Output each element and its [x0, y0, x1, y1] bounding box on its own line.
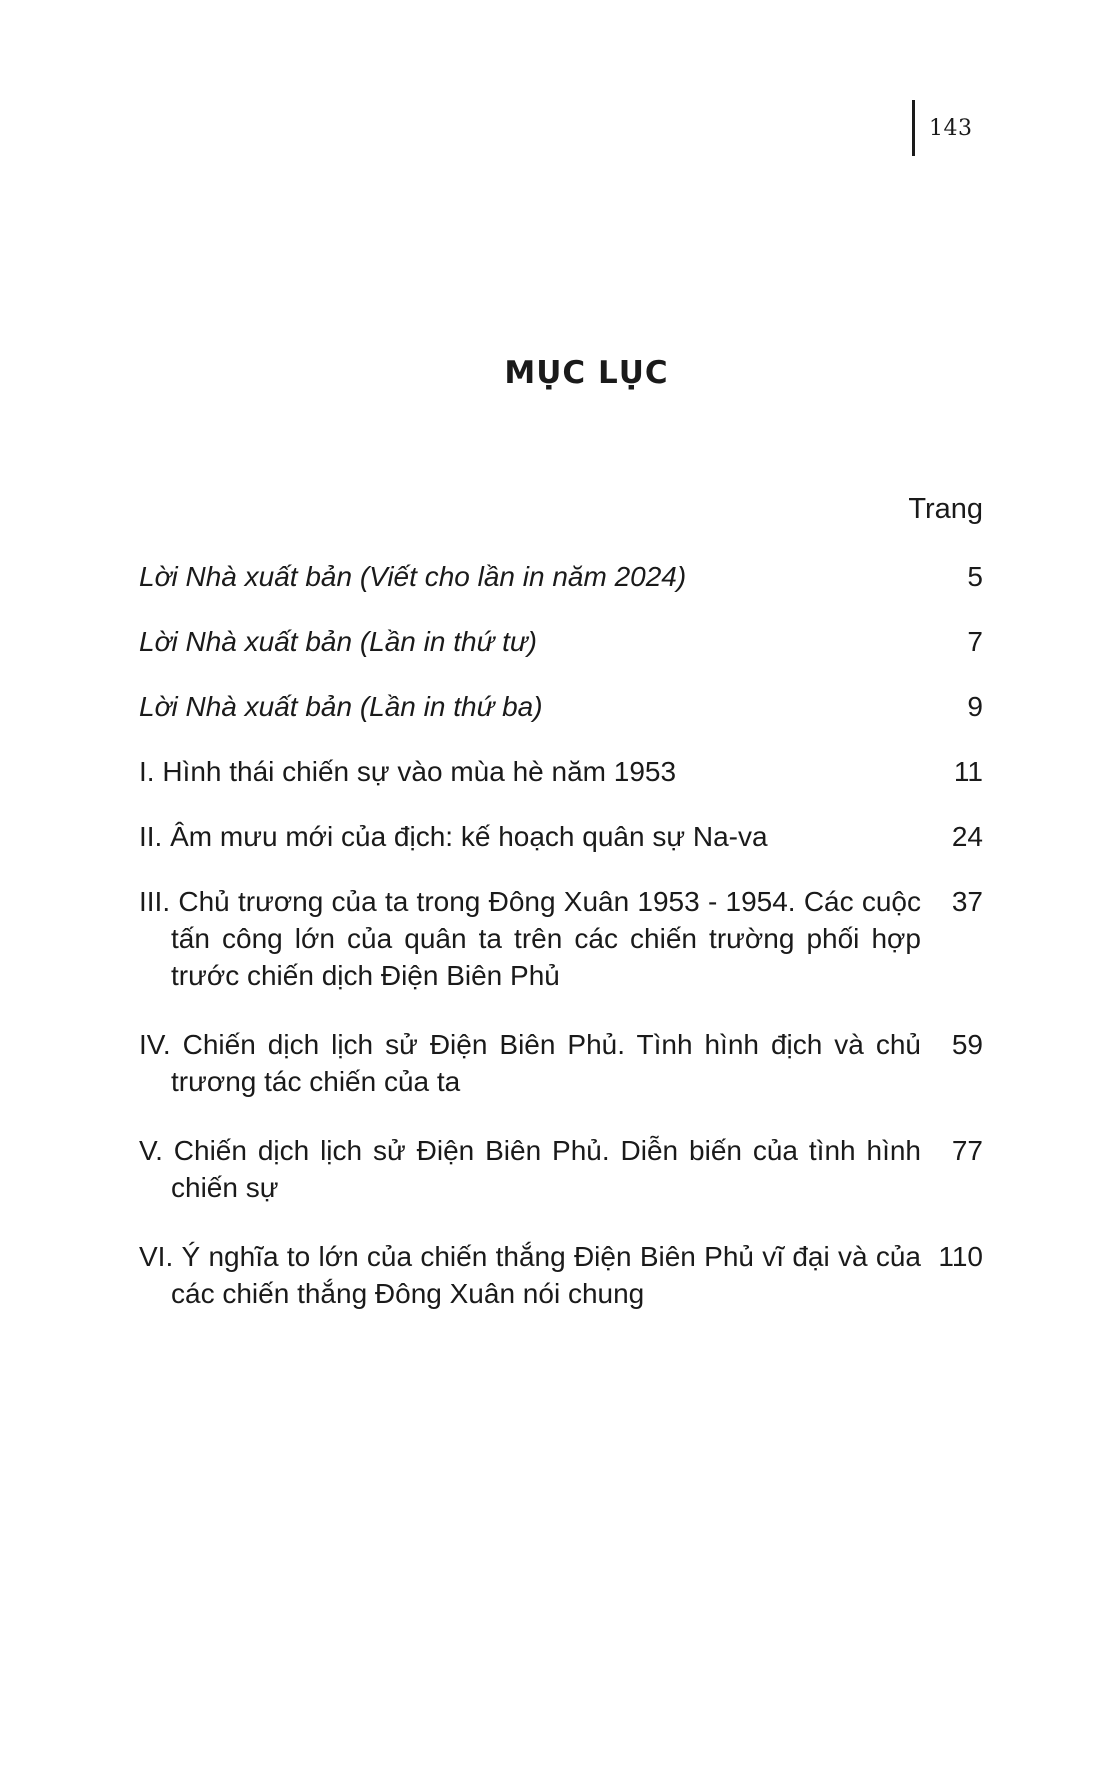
- toc-entry-title: III. Chủ trương của ta trong Đông Xuân 1953 - 1954. Các cuộc tấn công lớn của quân ta trên các chiến trường phối hợp trước chiến dịch Điện Biên Phủ: [139, 886, 921, 991]
- toc-entry[interactable]: [139, 1026, 983, 1100]
- toc-entry-page: 5: [967, 561, 983, 592]
- toc-entry[interactable]: [139, 1238, 983, 1312]
- page-title: MỤC LỤC: [504, 355, 669, 391]
- page-number: 143: [929, 115, 973, 141]
- toc-entry[interactable]: [139, 623, 983, 660]
- toc-entry-page: 24: [951, 821, 983, 852]
- toc-entry-title: II. Âm mưu mới của địch: kế hoạch quân sự Na-va: [139, 821, 768, 852]
- toc-entry-title: VI. Ý nghĩa to lớn của chiến thắng Điện Biên Phủ vĩ đại và của các chiến thắng Đông Xuân nói chung: [139, 1241, 921, 1309]
- toc-entry[interactable]: [139, 1132, 983, 1206]
- toc-entry-page: 7: [967, 626, 983, 657]
- toc-entry[interactable]: [139, 753, 983, 790]
- toc-entry[interactable]: [139, 883, 983, 994]
- toc-entry-title: IV. Chiến dịch lịch sử Điện Biên Phủ. Tình hình địch và chủ trương tác chiến của ta: [139, 1029, 921, 1097]
- toc-entry-title: I. Hình thái chiến sự vào mùa hè năm 1953: [139, 756, 677, 787]
- table-of-contents: [139, 558, 983, 1344]
- toc-entry-page: 77: [951, 1135, 983, 1166]
- toc-entry-title: Lời Nhà xuất bản (Viết cho lần in năm 2024): [139, 561, 687, 592]
- page-header: [912, 100, 973, 156]
- header-rule: [912, 100, 915, 156]
- toc-entry-title: V. Chiến dịch lịch sử Điện Biên Phủ. Diễn biến của tình hình chiến sự: [139, 1135, 921, 1203]
- toc-entry-title: Lời Nhà xuất bản (Lần in thứ ba): [139, 691, 543, 722]
- toc-entry-page: 11: [953, 756, 983, 787]
- toc-entry-page: 9: [967, 691, 983, 722]
- toc-entry-title: Lời Nhà xuất bản (Lần in thứ tư): [139, 626, 537, 657]
- toc-entry-page: 37: [951, 886, 983, 917]
- toc-entry-page: 59: [951, 1029, 983, 1060]
- toc-entry[interactable]: [139, 558, 983, 595]
- page-column-label: Trang: [908, 493, 983, 525]
- toc-entry-page: 110: [938, 1241, 983, 1272]
- toc-entry[interactable]: [139, 688, 983, 725]
- toc-entry[interactable]: [139, 818, 983, 855]
